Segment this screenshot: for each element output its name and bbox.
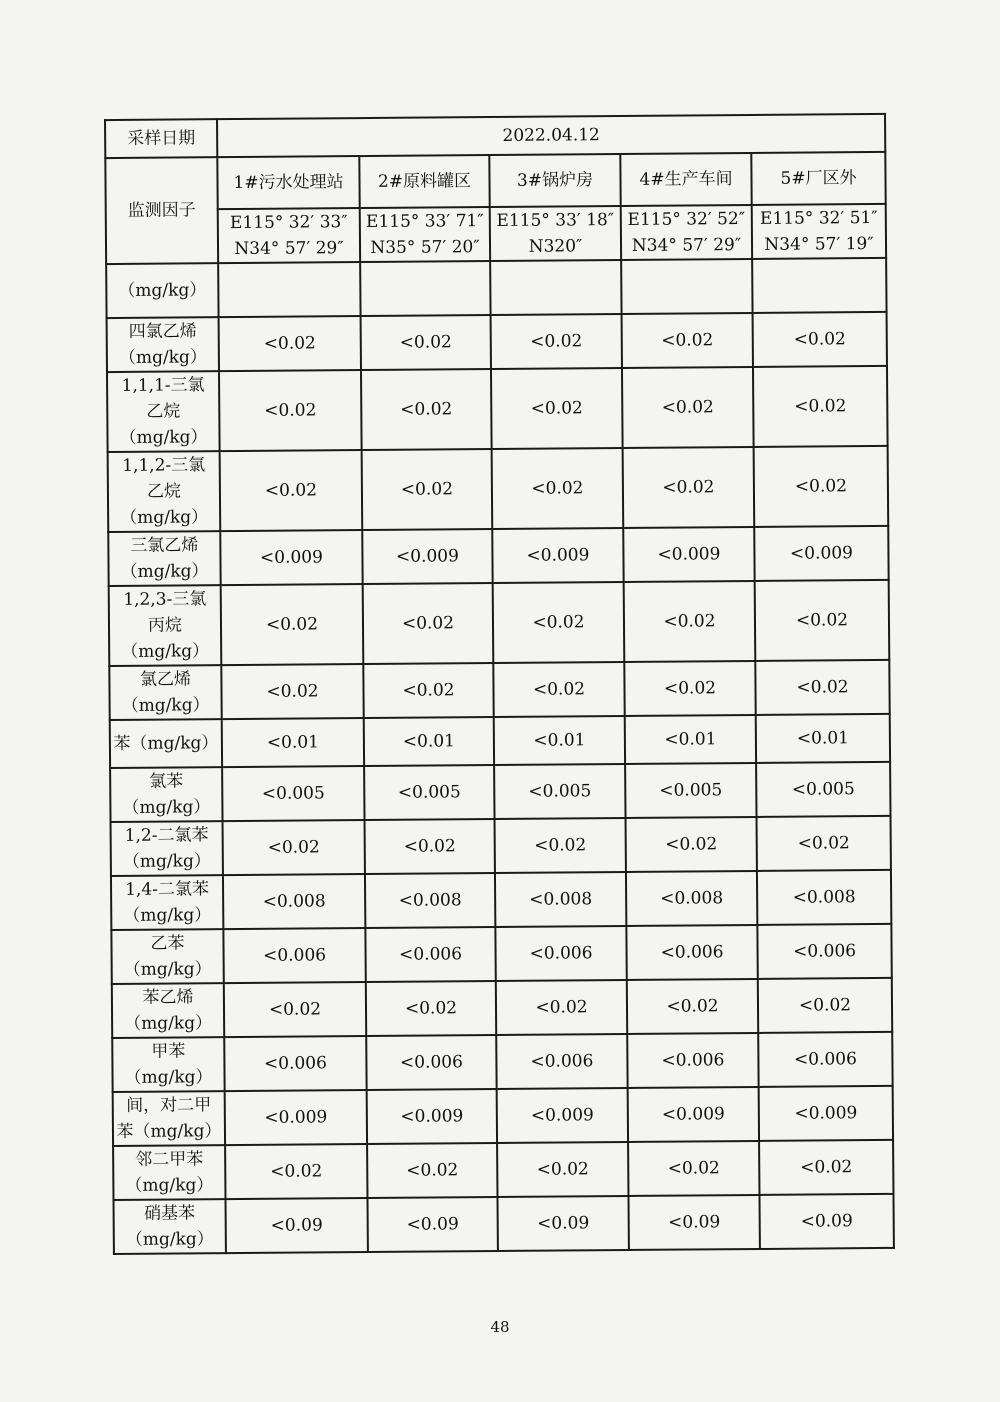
result-value: <0.009 — [623, 527, 754, 582]
factor-name-line: 硝基苯 — [144, 1203, 196, 1224]
factor-name — [111, 821, 223, 876]
result-value: <0.02 — [361, 315, 491, 370]
result-value: <0.02 — [223, 820, 365, 875]
factor-name-line: （mg/kg） — [121, 641, 210, 662]
coordinate-line: E115° 32′ 52″ — [627, 209, 746, 230]
factor-name — [111, 929, 223, 984]
result-value: <0.02 — [496, 980, 627, 1035]
table-row — [111, 816, 891, 876]
result-value: <0.02 — [622, 367, 754, 448]
result-value: <0.006 — [365, 927, 495, 982]
factor-name-line: （mg/kg） — [124, 1067, 213, 1088]
result-value: <0.01 — [364, 717, 494, 766]
factor-name — [112, 1037, 224, 1092]
result-value: <0.02 — [220, 450, 363, 531]
result-value: <0.005 — [625, 763, 756, 818]
result-value: <0.02 — [221, 584, 364, 665]
result-value: <0.02 — [623, 447, 755, 528]
factor-name — [108, 451, 221, 532]
result-value: <0.02 — [755, 580, 890, 661]
factor-name-line: 四氯乙烯 — [128, 321, 197, 342]
result-value: <0.02 — [622, 313, 753, 368]
factor-name — [108, 531, 220, 586]
table-row — [106, 258, 886, 318]
factor-name-line: 乙苯 — [150, 933, 185, 954]
factor-name-line: 苯（mg/kg） — [113, 733, 219, 755]
result-value: <0.005 — [756, 762, 890, 817]
result-value — [218, 262, 360, 317]
result-value: <0.009 — [367, 1089, 497, 1144]
factor-name-line: 丙烷 — [147, 615, 183, 636]
factor-name-line: 1,1,1-三氯 — [121, 375, 205, 396]
result-value: <0.008 — [365, 873, 495, 928]
page-number: 48 — [490, 1318, 510, 1336]
result-value: <0.01 — [494, 716, 625, 765]
result-value: <0.006 — [626, 925, 757, 980]
table-row — [108, 446, 889, 532]
factor-name-line: （mg/kg） — [121, 695, 210, 716]
coordinate-line: N320″ — [528, 236, 583, 257]
coordinate-line: E115° 32′ 51″ — [759, 207, 878, 229]
result-value: <0.02 — [757, 816, 891, 871]
factor-name-line: 三氯乙烯 — [130, 535, 199, 556]
result-value: <0.02 — [624, 661, 755, 716]
result-value — [621, 259, 752, 314]
result-value: <0.009 — [492, 528, 623, 583]
result-value: <0.02 — [491, 368, 623, 449]
sampling-date: 2022.04.12 — [217, 114, 885, 157]
factor-name-line: 氯乙烯 — [139, 669, 191, 690]
result-value: <0.02 — [492, 448, 624, 529]
result-value: <0.09 — [225, 1198, 367, 1253]
date-header-row — [105, 114, 885, 158]
result-value: <0.02 — [493, 582, 625, 663]
site-name: 1#污水处理站 — [217, 156, 359, 209]
factor-name-line: 甲苯 — [151, 1041, 186, 1062]
sampling-date-label: 采样日期 — [105, 119, 217, 158]
result-value: <0.02 — [497, 1142, 628, 1197]
result-value: <0.006 — [757, 924, 891, 979]
coordinate-line: E115° 33′ 18″ — [496, 210, 615, 231]
table-row — [113, 1086, 893, 1146]
site-name: 5#厂区外 — [751, 152, 885, 205]
result-value: <0.02 — [753, 312, 887, 367]
table-row — [107, 366, 888, 452]
table-row — [110, 714, 890, 768]
coordinate-line: N34° 57′ 29″ — [631, 235, 742, 256]
site-coordinates — [360, 207, 490, 262]
result-value: <0.008 — [223, 874, 365, 929]
factor-name — [107, 371, 220, 452]
table-row — [107, 312, 887, 372]
result-value: <0.02 — [627, 979, 758, 1034]
result-value: <0.01 — [625, 715, 756, 764]
factor-name — [111, 875, 223, 930]
site-coordinates — [752, 204, 886, 259]
result-value: <0.02 — [759, 1140, 893, 1195]
factor-name-line: （mg/kg） — [118, 347, 207, 368]
factor-name-line: 1,1,2-三氯 — [122, 455, 206, 476]
result-value: <0.02 — [493, 662, 624, 717]
coordinate-line: N34° 57′ 19″ — [764, 234, 874, 255]
factor-name — [113, 1091, 225, 1146]
result-value: <0.009 — [362, 529, 492, 584]
factor-name-line: （mg/kg） — [122, 797, 211, 818]
result-value: <0.02 — [624, 581, 756, 662]
table-row — [109, 580, 890, 666]
result-value: <0.02 — [224, 982, 366, 1037]
site-coordinates — [218, 208, 360, 263]
result-value: <0.006 — [224, 1036, 366, 1091]
factor-name — [107, 317, 219, 372]
result-value — [752, 258, 886, 313]
result-value — [490, 260, 621, 315]
factor-name-line: （mg/kg） — [123, 959, 212, 980]
result-value: <0.02 — [626, 817, 757, 872]
result-value: <0.02 — [367, 1143, 497, 1198]
coordinate-row — [106, 204, 886, 264]
table-row — [111, 924, 891, 984]
result-value: <0.008 — [626, 871, 757, 926]
result-value: <0.01 — [756, 714, 890, 763]
factor-name — [110, 719, 222, 768]
factor-name-line: 1,2,3-三氯 — [123, 589, 207, 610]
coordinate-line: E115° 33′ 71″ — [365, 211, 484, 233]
result-value: <0.02 — [219, 316, 361, 371]
table-row — [112, 978, 892, 1038]
monitoring-results-table — [104, 113, 895, 1255]
factor-name-line: （mg/kg） — [122, 851, 211, 872]
result-value: <0.006 — [627, 1033, 758, 1088]
result-value: <0.006 — [223, 928, 365, 983]
factor-name-line: （mg/kg） — [118, 280, 207, 301]
table-row — [114, 1194, 894, 1254]
factor-name — [106, 263, 218, 318]
coordinate-line: N35° 57′ 20″ — [370, 237, 480, 258]
factor-name-line: 1,4-二氯苯 — [125, 879, 210, 900]
result-value: <0.009 — [628, 1087, 759, 1142]
result-value: <0.02 — [755, 660, 889, 715]
result-value: <0.09 — [497, 1196, 628, 1251]
result-value: <0.005 — [364, 765, 494, 820]
factor-name-line: 邻二甲苯 — [135, 1149, 204, 1170]
table-row — [113, 1140, 893, 1200]
factor-name-line: （mg/kg） — [125, 1175, 214, 1196]
result-value: <0.02 — [221, 664, 363, 719]
result-value: <0.009 — [225, 1090, 367, 1145]
result-value: <0.006 — [495, 926, 626, 981]
result-value: <0.009 — [220, 530, 362, 585]
factor-name — [112, 983, 224, 1038]
factor-name-line: 苯乙烯 — [142, 987, 194, 1008]
result-value: <0.006 — [758, 1032, 892, 1087]
result-value: <0.006 — [496, 1034, 627, 1089]
factor-name-line: 乙烷 — [146, 481, 182, 502]
result-value: <0.09 — [628, 1195, 759, 1250]
result-value: <0.008 — [495, 872, 626, 927]
result-value: <0.02 — [363, 583, 494, 664]
factor-label: 监测因子 — [105, 157, 218, 264]
result-value: <0.005 — [222, 766, 364, 821]
result-value: <0.006 — [366, 1035, 496, 1090]
factor-name — [114, 1199, 226, 1254]
result-value: <0.02 — [361, 369, 492, 450]
table-row — [111, 870, 891, 930]
result-value: <0.02 — [219, 370, 362, 451]
result-value: <0.09 — [759, 1194, 893, 1249]
factor-name — [113, 1145, 225, 1200]
factor-name-line: （mg/kg） — [119, 427, 208, 448]
result-value — [360, 261, 490, 316]
result-value: <0.02 — [362, 449, 493, 530]
result-value: <0.02 — [365, 819, 495, 874]
result-value: <0.005 — [494, 764, 625, 819]
factor-name-line: （mg/kg） — [123, 905, 212, 926]
result-value: <0.02 — [366, 981, 496, 1036]
result-value: <0.02 — [758, 978, 892, 1033]
result-value: <0.02 — [225, 1144, 367, 1199]
factor-name-line: 苯（mg/kg） — [116, 1121, 222, 1143]
table-row — [112, 1032, 892, 1092]
result-value: <0.02 — [495, 818, 626, 873]
table-body — [105, 114, 894, 1254]
result-value: <0.09 — [367, 1197, 497, 1252]
factor-name-line: 乙烷 — [146, 401, 181, 422]
result-value: <0.02 — [753, 366, 888, 447]
result-value: <0.02 — [628, 1141, 759, 1196]
result-value: <0.02 — [363, 663, 493, 718]
factor-name — [109, 665, 221, 720]
site-name: 3#锅炉房 — [489, 154, 620, 207]
coordinate-line: E115° 32′ 33″ — [229, 212, 348, 234]
factor-name-line: 1,2-二氯苯 — [124, 825, 209, 846]
result-value: <0.02 — [491, 314, 622, 369]
result-value: <0.009 — [759, 1086, 893, 1141]
factor-name — [109, 585, 222, 666]
factor-name-line: （mg/kg） — [125, 1229, 214, 1250]
factor-name-line: 间，对二甲 — [126, 1095, 212, 1116]
coordinate-line: N34° 57′ 29″ — [234, 238, 344, 260]
result-value: <0.009 — [497, 1088, 628, 1143]
site-coordinates — [621, 205, 752, 260]
table-row — [110, 762, 890, 822]
result-value: <0.008 — [757, 870, 891, 925]
factor-name-line: （mg/kg） — [120, 561, 209, 582]
result-value: <0.009 — [754, 526, 888, 581]
site-name: 4#生产车间 — [620, 153, 751, 206]
site-name: 2#原料罐区 — [359, 155, 489, 208]
table-row — [109, 660, 889, 720]
factor-name-line: （mg/kg） — [120, 507, 209, 528]
site-header-row — [105, 152, 885, 210]
factor-name — [110, 767, 222, 822]
factor-name-line: （mg/kg） — [124, 1013, 213, 1034]
result-value: <0.02 — [754, 446, 889, 527]
factor-name-line: 氯苯 — [149, 771, 184, 792]
site-coordinates — [490, 206, 621, 261]
result-value: <0.01 — [222, 718, 364, 767]
table-row — [108, 526, 888, 586]
